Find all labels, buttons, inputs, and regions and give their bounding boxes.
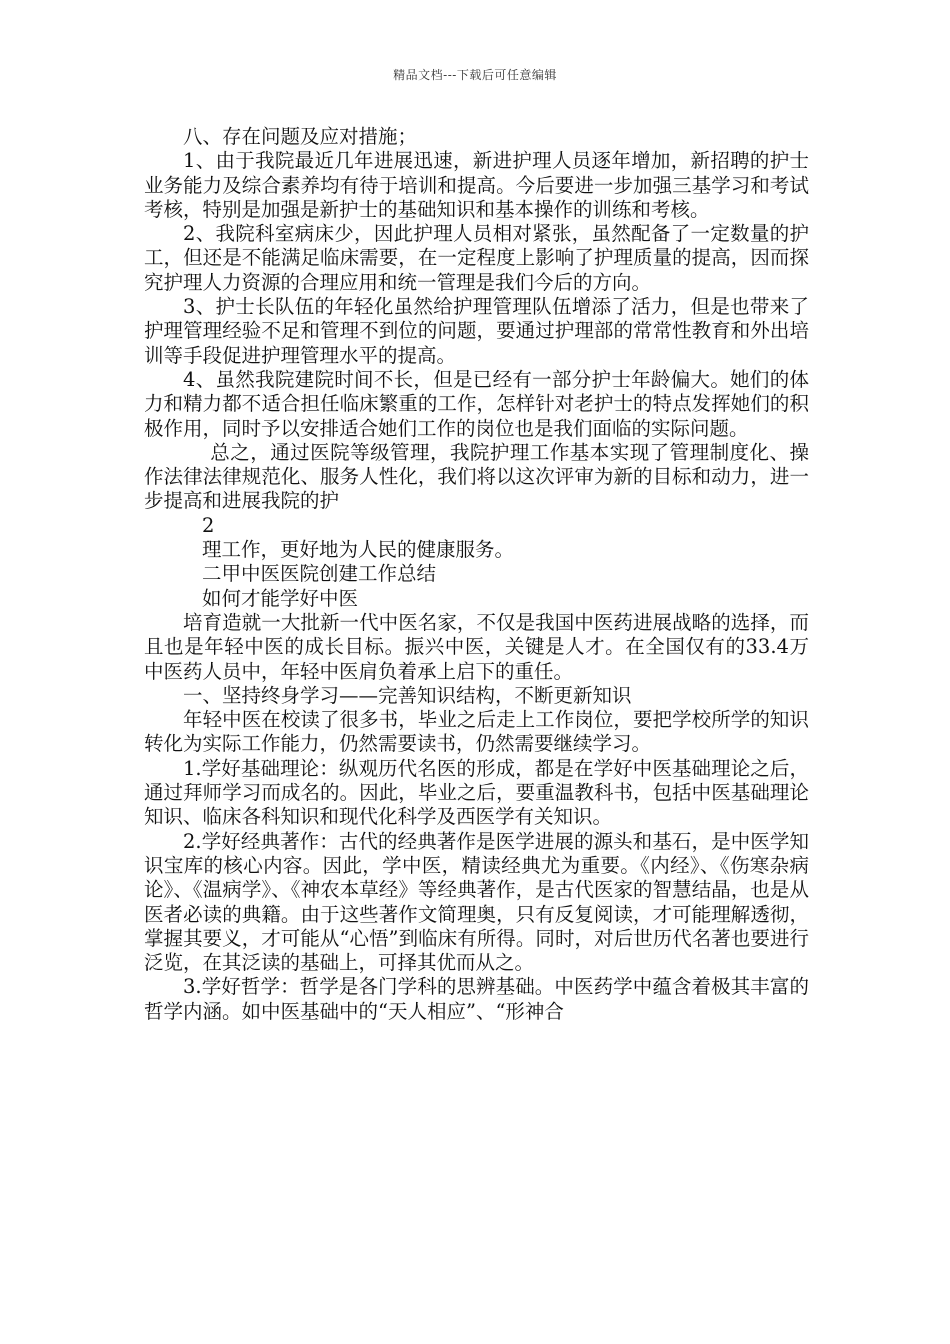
document-title: 二甲中医医院创建工作总结 xyxy=(202,562,437,586)
paragraph: 3.学好哲学：哲学是各门学科的思辨基础。中医药学中蕴含着极其丰富的哲学内涵。如中医基础中的“天人相应”、“形神合 xyxy=(144,975,809,1023)
paragraph: 2、我院科室病床少，因此护理人员相对紧张，虽然配备了一定数量的护工，但还是不能满足临床需要，在一定程度上影响了护理质量的提高，因而探究护理人力资源的合理应用和统一管理是我们今后的方向。 xyxy=(144,222,809,294)
paragraph: 4、虽然我院建院时间不长，但是已经有一部分护士年龄偏大。她们的体力和精力都不适合担任临床繁重的工作，怎样针对老护士的特点发挥她们的积极作用，同时予以安排适合她们工作的岗位也是我们面临的实际问题。 xyxy=(144,367,809,440)
page-number: 2 xyxy=(202,513,215,537)
article-title: 如何才能学好中医 xyxy=(202,586,359,610)
document-body xyxy=(144,125,809,1024)
section-heading: 一、坚持终身学习——完善知识结构，不断更新知识 xyxy=(183,683,632,707)
paragraph: 3、护士长队伍的年轻化虽然给护理管理队伍增添了活力，但是也带来了护理管理经验不足和管理不到位的问题，要通过护理部的常常性教育和外出培训等手段促进护理管理水平的提高。 xyxy=(144,295,809,367)
paragraph: 1.学好基础理论：纵观历代名医的形成，都是在学好中医基础理论之后，通过拜师学习而成名的。因此，毕业之后，要重温教科书，包括中医基础理论知识、临床各科知识和现代化科学及西医学有关知识。 xyxy=(144,756,809,829)
paragraph: 年轻中医在校读了很多书，毕业之后走上工作岗位，要把学校所学的知识转化为实际工作能力，仍然需要读书，仍然需要继续学习。 xyxy=(144,708,809,756)
paragraph: 总之，通过医院等级管理，我院护理工作基本实现了管理制度化、操作法律法律规范化、服务人性化，我们将以这次评审为新的目标和动力，进一步提高和进展我院的护 xyxy=(144,440,809,513)
paragraph: 理工作，更好地为人民的健康服务。 xyxy=(202,538,515,562)
paragraph: 1、由于我院最近几年进展迅速，新进护理人员逐年增加，新招聘的护士业务能力及综合素养均有待于培训和提高。今后要进一步加强三基学习和考试考核，特别是加强是新护士的基础知识和基本操作的训练和考核。 xyxy=(144,149,809,221)
page-header: 精品文档---下载后可任意编辑 xyxy=(393,68,557,82)
paragraph: 培育造就一大批新一代中医名家，不仅是我国中医药进展战略的选择，而且也是年轻中医的成长目标。振兴中医，关键是人才。在全国仅有的33.4万中医药人员中，年轻中医肩负着承上启下的重任。 xyxy=(144,610,809,683)
section-heading: 八、存在问题及应对措施； xyxy=(183,125,418,148)
paragraph: 2.学好经典著作：古代的经典著作是医学进展的源头和基石，是中医学知识宝库的核心内容。因此，学中医，精读经典尤为重要。《内经》、《伤寒杂病论》、《温病学》、《神农本草经》等经典著作，是古代医家的智慧结晶，也是从医者必读的典籍。由于这些著作文简理奥，只有反复阅读，才可能理解透彻，掌握其要义，才可能从“心悟”到临床有所得。同时，对后世历代名著也要进行泛览，在其泛读的基础上，可择其优而从之。 xyxy=(144,829,809,975)
